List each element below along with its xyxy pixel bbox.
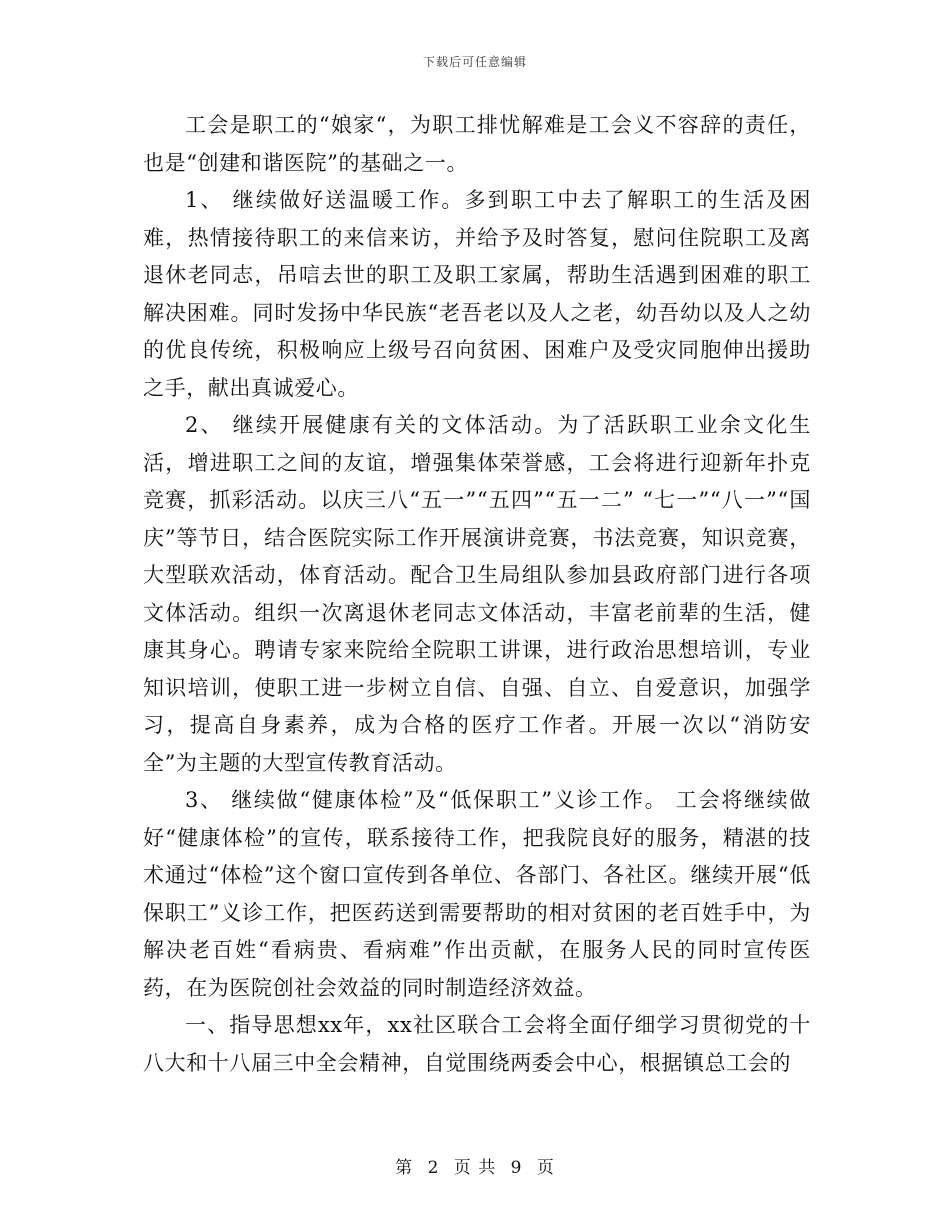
paragraph-item-2: 2、 继续开展健康有关的文体活动。为了活跃职工业余文化生活，增进职工之间的友谊，增强集体荣誉感，工会将进行迎新年扑克竞赛，抓彩活动。以庆三八“五一”“五四”“五一二” “七一”“八一”“国庆”等节日，结合医院实际工作开展演讲竞赛，书法竞赛，知识竞赛，大型联欢活动，体育活动。配合卫生局组队参加县政府部门进行各项文体活动。组织一次离退休老同志文体活动，丰富老前辈的生活，健康其身心。聘请专家来院给全院职工讲课，进行政治思想培训，专业知识培训，使职工进一步树立自信、自强、自立、自爱意识，加强学习，提高自身素养，成为合格的医疗工作者。开展一次以“消防安全”为主题的大型宣传教育活动。: [143, 413, 811, 775]
page-footer: [0, 1153, 950, 1178]
body-text: [143, 107, 811, 1082]
footer-page-number: 2: [427, 1158, 440, 1178]
paragraph-item-1: 1、 继续做好送温暖工作。多到职工中去了解职工的生活及困难，热情接待职工的来信来访，并给予及时答复，慰问住院职工及离退休老同志，吊唁去世的职工及职工家属，帮助生活遇到困难的职工解决困难。同时发扬中华民族“老吾老以及人之老，幼吾幼以及人之幼的优良传统，积极响应上级号召向贫困、困难户及受灾同胞伸出援助之手，献出真诚爱心。: [143, 188, 811, 400]
footer-suffix: 页: [536, 1158, 555, 1178]
paragraph-intro: 工会是职工的“娘家“，为职工排忧解难是工会义不容辞的责任，也是“创建和谐医院”的基础之一。: [143, 113, 811, 175]
paragraph-item-3: 3、 继续做“健康体检”及“低保职工”义诊工作。 工会将继续做好“健康体检”的宣传，联系接待工作，把我院良好的服务，精湛的技术通过“体检”这个窗口宣传到各单位、各部门、各社区。继续开展“低保职工”义诊工作，把医药送到需要帮助的相对贫困的老百姓手中，为解决老百姓“看病贵、看病难”作出贡献，在服务人民的同时宣传医药，在为医院创社会效益的同时制造经济效益。: [143, 788, 811, 1000]
paragraph-guiding-thought: 一、指导思想xx年，xx社区联合工会将全面仔细学习贯彻党的十八大和十八届三中全会精神，自觉围绕两委会中心，根据镇总工会的: [143, 1013, 811, 1075]
header-note: 下载后可任意编辑: [422, 55, 527, 69]
footer-total-pages: 9: [510, 1158, 523, 1178]
footer-prefix: 第: [395, 1158, 414, 1178]
footer-middle: 页 共: [453, 1158, 497, 1178]
